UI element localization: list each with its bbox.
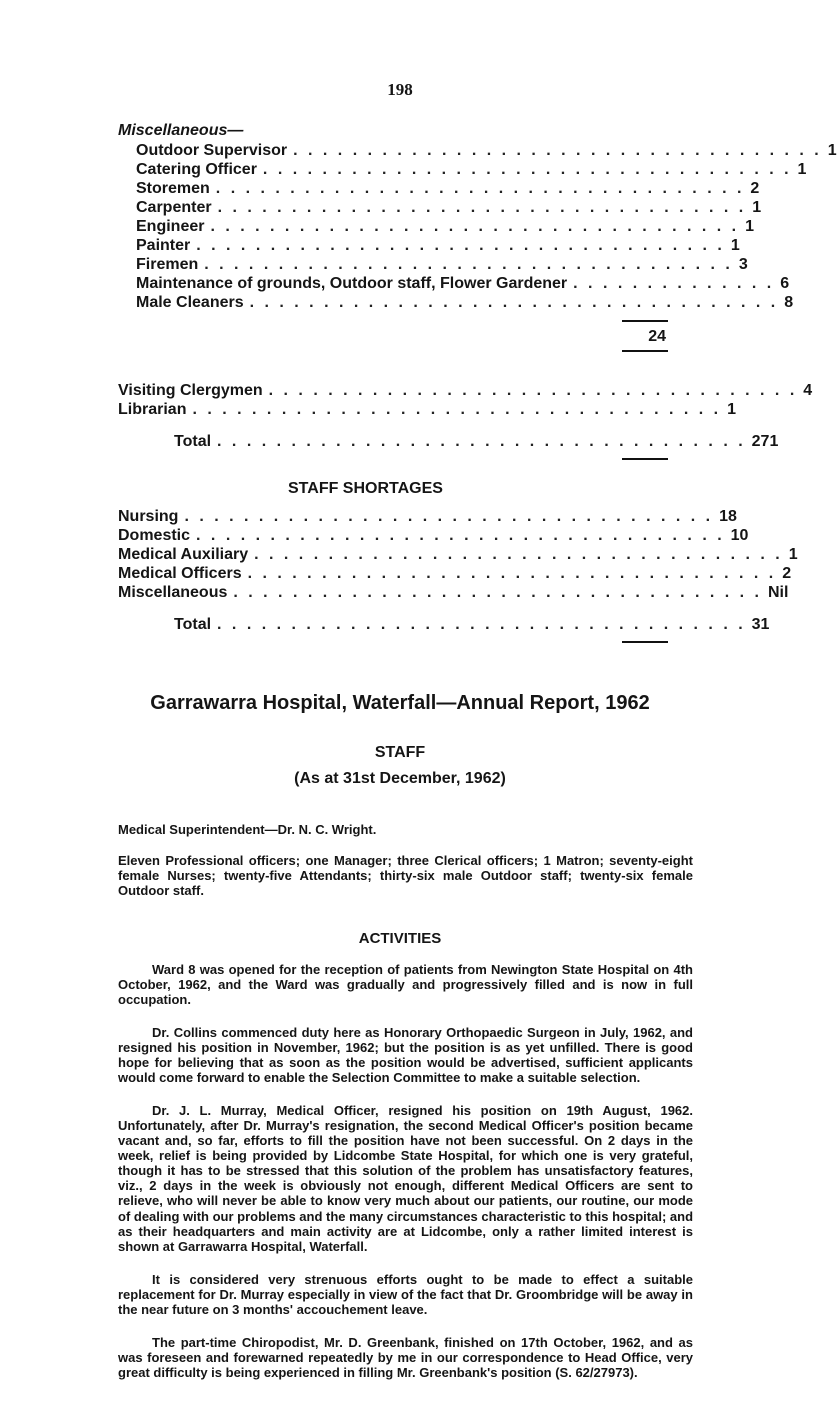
row-value: 18 xyxy=(719,508,737,525)
table-row xyxy=(118,400,736,420)
row-value: 8 xyxy=(784,294,794,311)
staff-heading: STAFF xyxy=(374,744,426,761)
table-row xyxy=(118,381,813,401)
total-value: 31 xyxy=(751,616,770,633)
table-row xyxy=(118,507,737,527)
dot-leader: . . . . . . . . . . . . . . . . . . . . . . . . . . . . . . . . . . . . xyxy=(196,237,725,254)
table-row xyxy=(136,217,754,237)
row-value: 4 xyxy=(803,382,813,399)
dot-leader: . . . . . . . . . . . . . . xyxy=(573,275,775,292)
page-number: 198 xyxy=(387,80,413,99)
shortages-heading: STAFF SHORTAGES xyxy=(288,480,443,497)
paragraph: The part-time Chiropodist, Mr. D. Greenbank, finished on 17th October, 1962, and as was foreseen and forewarned repeatedly by me in our correspondence to Head Office, very great difficulty is being experienced in filling Mr. Greenbank's position (S. 62/27973). xyxy=(118,1335,693,1381)
row-value: 2 xyxy=(782,565,792,582)
row-label: Librarian xyxy=(118,401,187,418)
row-value: 6 xyxy=(780,275,790,292)
table-row xyxy=(136,236,740,256)
dot-leader: . . . . . . . . . . . . . . . . . . . . . . . . . . . . . . . . . . . . xyxy=(210,218,740,235)
total-row xyxy=(118,432,779,452)
row-label: Catering Officer xyxy=(136,161,257,178)
table-row xyxy=(118,564,792,584)
table-row xyxy=(136,274,790,294)
report-title: Garrawarra Hospital, Waterfall—Annual Report, 1962 xyxy=(150,692,650,714)
dot-leader: . . . . . . . . . . . . . . . . . . . . . . . . . . . . . . . . . . . . xyxy=(233,584,762,601)
dot-leader: . . . . . . . . . . . . . . . . . . . . . . . . . . . . . . . . . . . . xyxy=(293,142,822,159)
total-label: Total xyxy=(174,433,212,450)
table-row xyxy=(136,293,794,313)
total-value: 271 xyxy=(751,433,779,450)
row-label: Visiting Clergymen xyxy=(118,382,263,399)
row-label: Domestic xyxy=(118,527,191,544)
dot-leader: . . . . . . . . . . . . . . . . . . . . . . . . . . . . . . . . . . . . xyxy=(254,546,783,563)
subtotal-underline xyxy=(622,350,668,352)
dot-leader: . . . . . . . . . . . . . . . . . . . . . . . . . . . . . . . . . . . . xyxy=(268,382,798,399)
subtotal-value: 24 xyxy=(648,328,666,345)
staff-summary: Eleven Professional officers; one Manager; three Clerical officers; 1 Matron; seventy-eight female Nurses; twenty-five Attendants; thirty-six male Outdoor staff; twenty-six female Outdoor staff. xyxy=(118,853,693,899)
dot-leader: . . . . . . . . . . . . . . . . . . . . . . . . . . . . . . . . . . . . xyxy=(217,199,747,216)
row-value: 3 xyxy=(738,256,748,273)
row-value: 1 xyxy=(745,218,754,235)
row-label: Miscellaneous xyxy=(118,584,228,601)
total-rule xyxy=(622,641,668,643)
table-row xyxy=(118,545,798,565)
total-label: Total xyxy=(174,616,212,633)
table-row xyxy=(136,160,807,180)
dot-leader: . . . . . . . . . . . . . . . . . . . . . . . . . . . . . . . . . . . . xyxy=(192,401,722,418)
total-rule xyxy=(622,458,668,460)
row-label: Engineer xyxy=(136,218,205,235)
subtotal-rule xyxy=(622,320,668,322)
row-value: 1 xyxy=(797,161,807,178)
staff-subheading: (As at 31st December, 1962) xyxy=(294,770,506,787)
paragraph: It is considered very strenuous efforts ought to be made to effect a suitable replacement for Dr. Murray especially in view of the fact that Dr. Groombridge will be away in the near future on 3 months' accouchement leave. xyxy=(118,1272,693,1318)
paragraph: Dr. Collins commenced duty here as Honorary Orthopaedic Surgeon in July, 1962, and resigned his position in November, 1962; but the position is as yet unfilled. There is good hope for believing that as soon as the position would be advertised, sufficient applicants would come forward to enable the Selection Committee to make a suitable selection. xyxy=(118,1025,693,1086)
dot-leader: . . . . . . . . . . . . . . . . . . . . . . . . . . . . . . . . . . . . xyxy=(196,527,725,544)
table-row xyxy=(118,526,749,546)
row-value: 1 xyxy=(727,401,736,418)
row-label: Carpenter xyxy=(136,199,212,216)
table-row xyxy=(136,255,748,275)
table-row xyxy=(118,583,789,603)
row-label: Storemen xyxy=(136,180,210,197)
total-row xyxy=(118,615,770,635)
row-label: Medical Officers xyxy=(118,565,242,582)
row-value: Nil xyxy=(768,584,789,601)
activities-heading: ACTIVITIES xyxy=(358,930,442,947)
row-value: 2 xyxy=(750,180,760,197)
table-row xyxy=(136,198,762,218)
row-value: 1 xyxy=(752,199,762,216)
row-value: 10 xyxy=(730,527,749,544)
row-label: Firemen xyxy=(136,256,199,273)
row-label: Medical Auxiliary xyxy=(118,546,249,563)
row-value: 1 xyxy=(730,237,740,254)
dot-leader: . . . . . . . . . . . . . . . . . . . . . . . . . . . . . . . . . . . . xyxy=(215,180,745,197)
dot-leader: . . . . . . . . . . . . . . . . . . . . . . . . . . . . . . . . . . . . xyxy=(249,294,779,311)
dot-leader: . . . . . . . . . . . . . . . . . . . . . . . . . . . . . . . . . . . . xyxy=(217,433,746,450)
miscellaneous-heading: Miscellaneous— xyxy=(118,122,244,139)
dot-leader: . . . . . . . . . . . . . . . . . . . . . . . . . . . . . . . . . . . . xyxy=(217,616,746,633)
table-row xyxy=(136,141,837,161)
subtotal-row xyxy=(136,327,666,347)
row-label: Outdoor Supervisor xyxy=(136,142,288,159)
row-label: Maintenance of grounds, Outdoor staff, Flower Gardener xyxy=(136,275,568,292)
superintendent-line: Medical Superintendent—Dr. N. C. Wright. xyxy=(118,822,377,837)
row-label: Painter xyxy=(136,237,191,254)
dot-leader: . . . . . . . . . . . . . . . . . . . . . . . . . . . . . . . . . . . . xyxy=(247,565,777,582)
paragraph: Ward 8 was opened for the reception of patients from Newington State Hospital on 4th October, 1962, and the Ward was gradually and progressively filled and is now in full occupation. xyxy=(118,962,693,1008)
row-value: 1 xyxy=(788,546,798,563)
dot-leader: . . . . . . . . . . . . . . . . . . . . . . . . . . . . . . . . . . . . xyxy=(184,508,714,525)
dot-leader: . . . . . . . . . . . . . . . . . . . . . . . . . . . . . . . . . . . . xyxy=(204,256,733,273)
row-value: 1 xyxy=(827,142,837,159)
row-label: Nursing xyxy=(118,508,179,525)
paragraph: Dr. J. L. Murray, Medical Officer, resigned his position on 19th August, 1962. Unfortunately, after Dr. Murray's resignation, the second Medical Officer's position became vacant and, so far, efforts to fill the position have not been successful. On 2 days in the week, relief is being provided by Lidcombe State Hospital, for which one is very grateful, though it has to be stressed that this solution of the problem has unsatisfactory features, viz., 2 days in the week is obviously not enough, different Medical Officers are sent to relieve, who will never be able to know very much about our patients, our routine, our mode of dealing with our problems and the many circumstances characteristic to this hospital; and as their headquarters and main activity are at Lidcombe, only a rather limited interest is shown at Garrawarra Hospital, Waterfall. xyxy=(118,1103,694,1254)
dot-leader: . . . . . . . . . . . . . . . . . . . . . . . . . . . . . . . . . . . . xyxy=(262,161,792,178)
table-row xyxy=(136,179,760,199)
row-label: Male Cleaners xyxy=(136,294,244,311)
